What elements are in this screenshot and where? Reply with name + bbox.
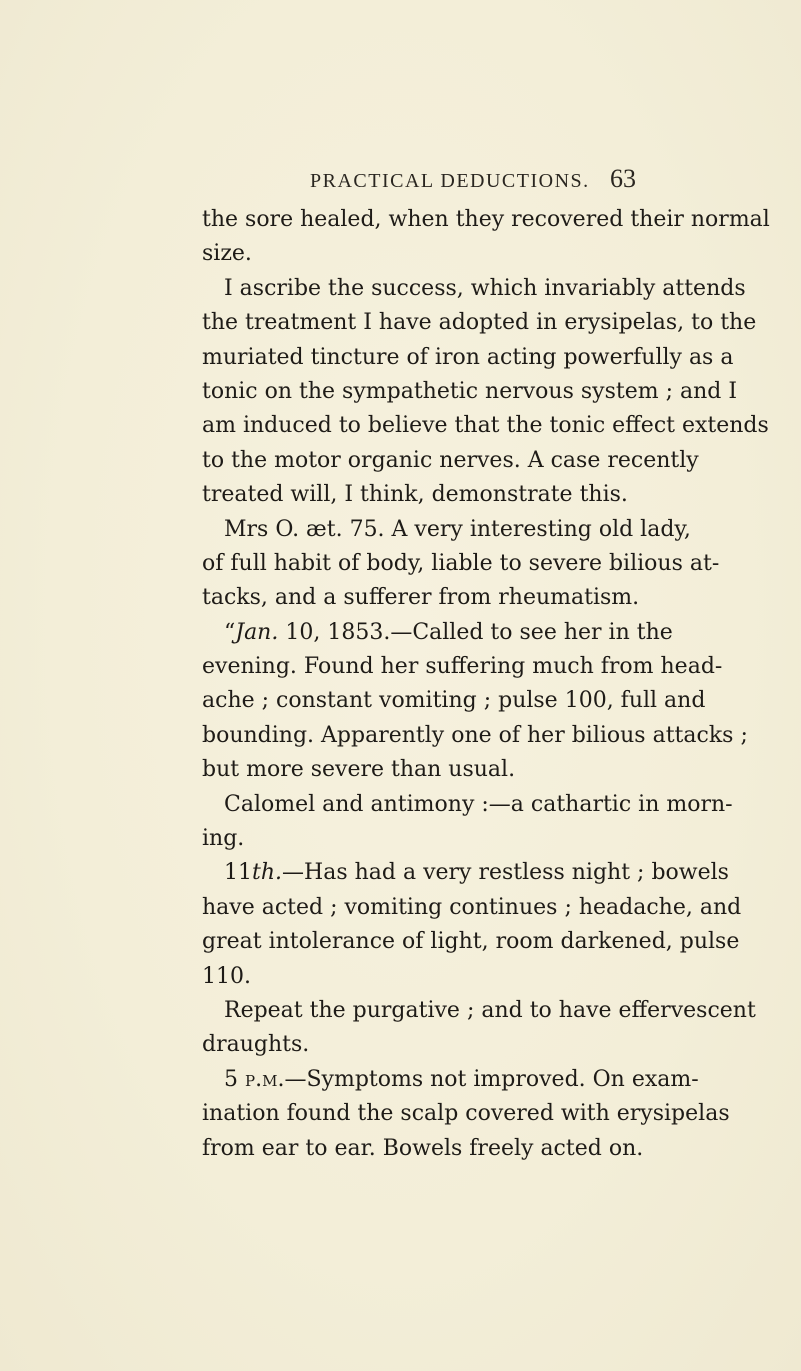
text-line: bounding. Apparently one of her bilious attacks ; [202,722,748,748]
date-month: Jan. [235,619,279,645]
page-number: 63 [610,164,636,193]
text-line: ination found the scalp covered with erysipelas [202,1101,730,1127]
text-line [202,856,729,890]
text-line: draughts. [202,1032,310,1058]
running-head: PRACTICAL DEDUCTIONS. [310,170,590,192]
text-line: 110. [202,963,251,989]
text-line: size. [202,241,252,267]
text-line: am induced to believe that the tonic effect extends [202,413,769,439]
time-meridiem: p.m. [245,1066,285,1092]
text-line: Repeat the purgative ; and to have effervescent [224,997,756,1023]
time-hour: 5 [224,1066,245,1092]
text-line: the sore healed, when they recovered their normal [202,207,770,232]
text-line: to the motor organic nerves. A case recently [202,447,699,473]
text-line: tacks, and a sufferer from rheumatism. [202,585,640,611]
date-suffix: th. [252,860,283,886]
text-line: of full habit of body, liable to severe bilious at- [202,550,720,576]
date-day: 11 [224,860,252,886]
text-line: great intolerance of light, room darkened, pulse [202,929,740,955]
text-line: tonic on the sympathetic nervous system ; and I [202,378,738,404]
open-quote: “ [224,619,236,645]
text-line: I ascribe the success, which invariably attends [224,275,746,301]
time-entry: —Symptoms not improved. On exam- [284,1066,699,1092]
text-line [202,616,673,650]
text-line: ing. [202,826,245,852]
text-line: have acted ; vomiting continues ; headache, and [202,894,742,920]
date-entry: —Has had a very restless night ; bowels [282,860,729,886]
body-text [202,203,801,1166]
text-line: Mrs O. æt. 75. A very interesting old lady, [224,516,691,542]
text-line: the treatment I have adopted in erysipelas, to the [202,310,757,336]
text-line: treated will, I think, demonstrate this. [202,482,628,508]
text-line: from ear to ear. Bowels freely acted on. [202,1135,644,1161]
text-line: ache ; constant vomiting ; pulse 100, full and [202,688,706,714]
text-line: Calomel and antimony :—a cathartic in morn- [224,791,733,817]
text-line: but more severe than usual. [202,757,516,783]
date-entry: 10, 1853.—Called to see her in the [278,619,673,645]
text-line: evening. Found her suffering much from head- [202,654,723,680]
text-line: muriated tincture of iron acting powerfully as a [202,344,734,370]
text-line [202,1063,699,1097]
